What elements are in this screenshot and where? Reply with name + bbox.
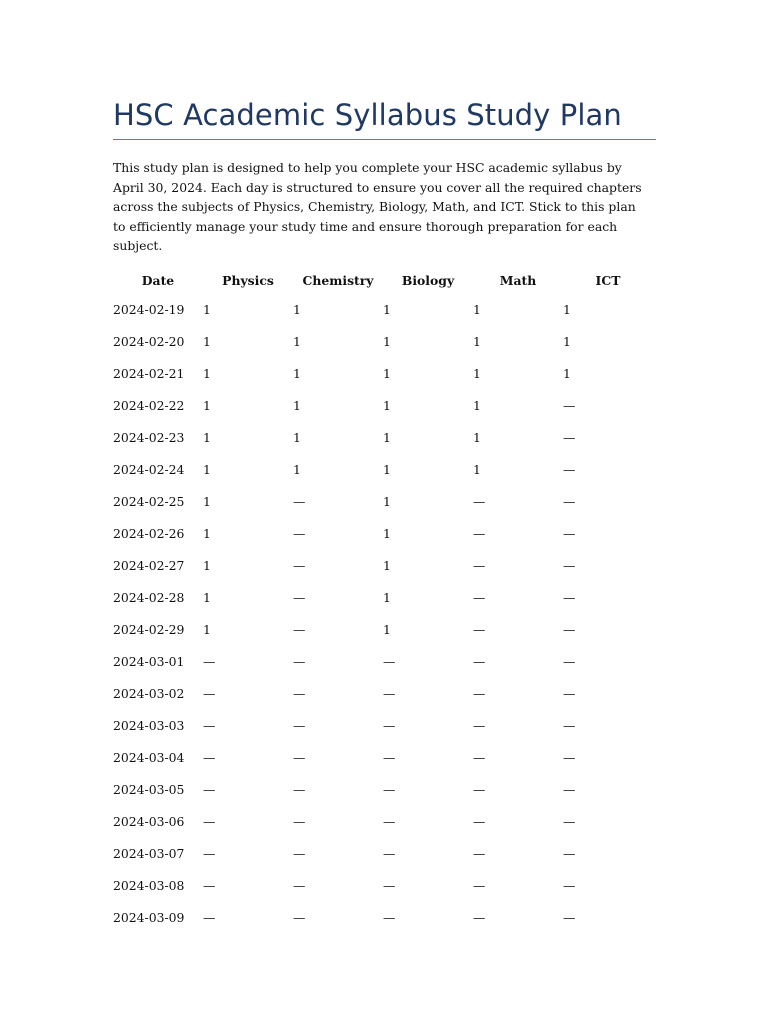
table-row xyxy=(113,774,653,806)
header-chemistry: Chemistry xyxy=(302,273,374,288)
table-row xyxy=(113,614,653,646)
cell-date: 2024-03-09 xyxy=(113,910,185,925)
cell-physics: — xyxy=(203,782,216,797)
cell-physics: — xyxy=(203,878,216,893)
cell-date: 2024-02-26 xyxy=(113,526,185,541)
cell-date: 2024-02-21 xyxy=(113,366,185,381)
cell-biology: — xyxy=(383,686,396,701)
cell-date: 2024-02-29 xyxy=(113,622,185,637)
header-physics: Physics xyxy=(222,273,274,288)
cell-date: 2024-03-01 xyxy=(113,654,185,669)
cell-chemistry: — xyxy=(293,878,306,893)
cell-ict: — xyxy=(563,526,576,541)
header-date: Date xyxy=(141,273,175,288)
cell-biology: — xyxy=(383,654,396,669)
cell-biology: 1 xyxy=(383,430,391,445)
cell-ict: 1 xyxy=(563,366,571,381)
cell-chemistry: 1 xyxy=(293,334,301,349)
cell-date: 2024-03-06 xyxy=(113,814,185,829)
cell-physics: 1 xyxy=(203,462,211,477)
cell-chemistry: — xyxy=(293,622,306,637)
cell-math: — xyxy=(473,558,486,573)
cell-math: 1 xyxy=(473,366,481,381)
table-row xyxy=(113,550,653,582)
cell-biology: 1 xyxy=(383,398,391,413)
cell-physics: — xyxy=(203,910,216,925)
table-body xyxy=(113,294,653,934)
cell-math: — xyxy=(473,750,486,765)
cell-physics: — xyxy=(203,718,216,733)
cell-ict: — xyxy=(563,878,576,893)
cell-math: — xyxy=(473,686,486,701)
cell-biology: — xyxy=(383,910,396,925)
cell-math: — xyxy=(473,814,486,829)
table-row xyxy=(113,294,653,326)
cell-date: 2024-02-25 xyxy=(113,494,185,509)
table-row xyxy=(113,358,653,390)
cell-chemistry: — xyxy=(293,494,306,509)
header-biology: Biology xyxy=(401,273,455,288)
table-row xyxy=(113,326,653,358)
cell-biology: — xyxy=(383,718,396,733)
cell-ict: — xyxy=(563,846,576,861)
cell-ict: — xyxy=(563,686,576,701)
cell-ict: — xyxy=(563,750,576,765)
cell-chemistry: 1 xyxy=(293,462,301,477)
cell-date: 2024-02-27 xyxy=(113,558,185,573)
table-row xyxy=(113,742,653,774)
cell-physics: — xyxy=(203,814,216,829)
cell-chemistry: — xyxy=(293,654,306,669)
cell-date: 2024-03-07 xyxy=(113,846,185,861)
study-plan-table xyxy=(113,268,653,934)
cell-math: — xyxy=(473,590,486,605)
cell-chemistry: — xyxy=(293,782,306,797)
cell-physics: 1 xyxy=(203,526,211,541)
header-math: Math xyxy=(499,273,537,288)
cell-date: 2024-02-28 xyxy=(113,590,185,605)
cell-date: 2024-03-08 xyxy=(113,878,185,893)
cell-chemistry: — xyxy=(293,558,306,573)
table-row xyxy=(113,582,653,614)
table-row xyxy=(113,806,653,838)
table-row xyxy=(113,838,653,870)
cell-physics: — xyxy=(203,654,216,669)
cell-chemistry: 1 xyxy=(293,398,301,413)
cell-math: — xyxy=(473,878,486,893)
table-header-row xyxy=(113,268,653,294)
cell-physics: 1 xyxy=(203,398,211,413)
cell-ict: — xyxy=(563,398,576,413)
cell-ict: 1 xyxy=(563,302,571,317)
intro-paragraph: This study plan is designed to help you complete your HSC academic syllabus by April 30, 2024. Each day is structured to ensure you cover all the required chapters across the subjects of Physics, Chemistry, Biology, Math, and ICT. Stick to this plan to efficiently manage your study time and ensure thorough preparation for each subject. xyxy=(113,160,642,253)
cell-ict: — xyxy=(563,590,576,605)
cell-physics: — xyxy=(203,686,216,701)
cell-ict: 1 xyxy=(563,334,571,349)
cell-date: 2024-03-02 xyxy=(113,686,185,701)
cell-chemistry: 1 xyxy=(293,302,301,317)
cell-math: — xyxy=(473,846,486,861)
cell-math: 1 xyxy=(473,398,481,413)
cell-math: — xyxy=(473,782,486,797)
table-row xyxy=(113,422,653,454)
cell-biology: — xyxy=(383,846,396,861)
cell-biology: 1 xyxy=(383,334,391,349)
cell-physics: — xyxy=(203,750,216,765)
cell-chemistry: — xyxy=(293,814,306,829)
cell-biology: 1 xyxy=(383,590,391,605)
cell-physics: 1 xyxy=(203,622,211,637)
cell-chemistry: — xyxy=(293,590,306,605)
cell-math: — xyxy=(473,494,486,509)
table-row xyxy=(113,486,653,518)
cell-date: 2024-02-22 xyxy=(113,398,185,413)
cell-biology: 1 xyxy=(383,526,391,541)
cell-date: 2024-02-24 xyxy=(113,462,185,477)
cell-biology: 1 xyxy=(383,558,391,573)
cell-date: 2024-02-19 xyxy=(113,302,185,317)
cell-biology: 1 xyxy=(383,622,391,637)
header-ict: ICT xyxy=(595,273,621,288)
cell-chemistry: — xyxy=(293,526,306,541)
table-row xyxy=(113,518,653,550)
cell-ict: — xyxy=(563,430,576,445)
document-title: HSC Academic Syllabus Study Plan xyxy=(113,95,656,140)
cell-biology: — xyxy=(383,878,396,893)
cell-math: — xyxy=(473,622,486,637)
table-row xyxy=(113,454,653,486)
table-row xyxy=(113,678,653,710)
cell-math: 1 xyxy=(473,334,481,349)
cell-math: — xyxy=(473,654,486,669)
table-row xyxy=(113,902,653,934)
document-page xyxy=(113,95,656,934)
cell-math: — xyxy=(473,910,486,925)
cell-physics: — xyxy=(203,846,216,861)
cell-ict: — xyxy=(563,494,576,509)
cell-biology: 1 xyxy=(383,462,391,477)
cell-chemistry: — xyxy=(293,750,306,765)
cell-ict: — xyxy=(563,718,576,733)
cell-physics: 1 xyxy=(203,494,211,509)
cell-ict: — xyxy=(563,814,576,829)
table-row xyxy=(113,870,653,902)
cell-biology: — xyxy=(383,782,396,797)
cell-physics: 1 xyxy=(203,366,211,381)
cell-biology: 1 xyxy=(383,366,391,381)
cell-date: 2024-02-23 xyxy=(113,430,185,445)
cell-ict: — xyxy=(563,622,576,637)
table-row xyxy=(113,710,653,742)
cell-math: 1 xyxy=(473,462,481,477)
cell-chemistry: — xyxy=(293,910,306,925)
cell-ict: — xyxy=(563,910,576,925)
cell-physics: 1 xyxy=(203,430,211,445)
cell-math: — xyxy=(473,526,486,541)
cell-chemistry: 1 xyxy=(293,430,301,445)
cell-physics: 1 xyxy=(203,558,211,573)
cell-biology: — xyxy=(383,750,396,765)
cell-ict: — xyxy=(563,462,576,477)
cell-biology: 1 xyxy=(383,494,391,509)
cell-ict: — xyxy=(563,654,576,669)
cell-chemistry: 1 xyxy=(293,366,301,381)
cell-chemistry: — xyxy=(293,686,306,701)
cell-date: 2024-03-05 xyxy=(113,782,185,797)
cell-physics: 1 xyxy=(203,302,211,317)
cell-math: 1 xyxy=(473,302,481,317)
table-row xyxy=(113,390,653,422)
cell-date: 2024-02-20 xyxy=(113,334,185,349)
cell-date: 2024-03-04 xyxy=(113,750,185,765)
cell-ict: — xyxy=(563,558,576,573)
cell-biology: 1 xyxy=(383,302,391,317)
cell-physics: 1 xyxy=(203,590,211,605)
cell-chemistry: — xyxy=(293,846,306,861)
cell-math: — xyxy=(473,718,486,733)
cell-chemistry: — xyxy=(293,718,306,733)
cell-date: 2024-03-03 xyxy=(113,718,185,733)
table-row xyxy=(113,646,653,678)
cell-physics: 1 xyxy=(203,334,211,349)
cell-biology: — xyxy=(383,814,396,829)
cell-math: 1 xyxy=(473,430,481,445)
cell-ict: — xyxy=(563,782,576,797)
